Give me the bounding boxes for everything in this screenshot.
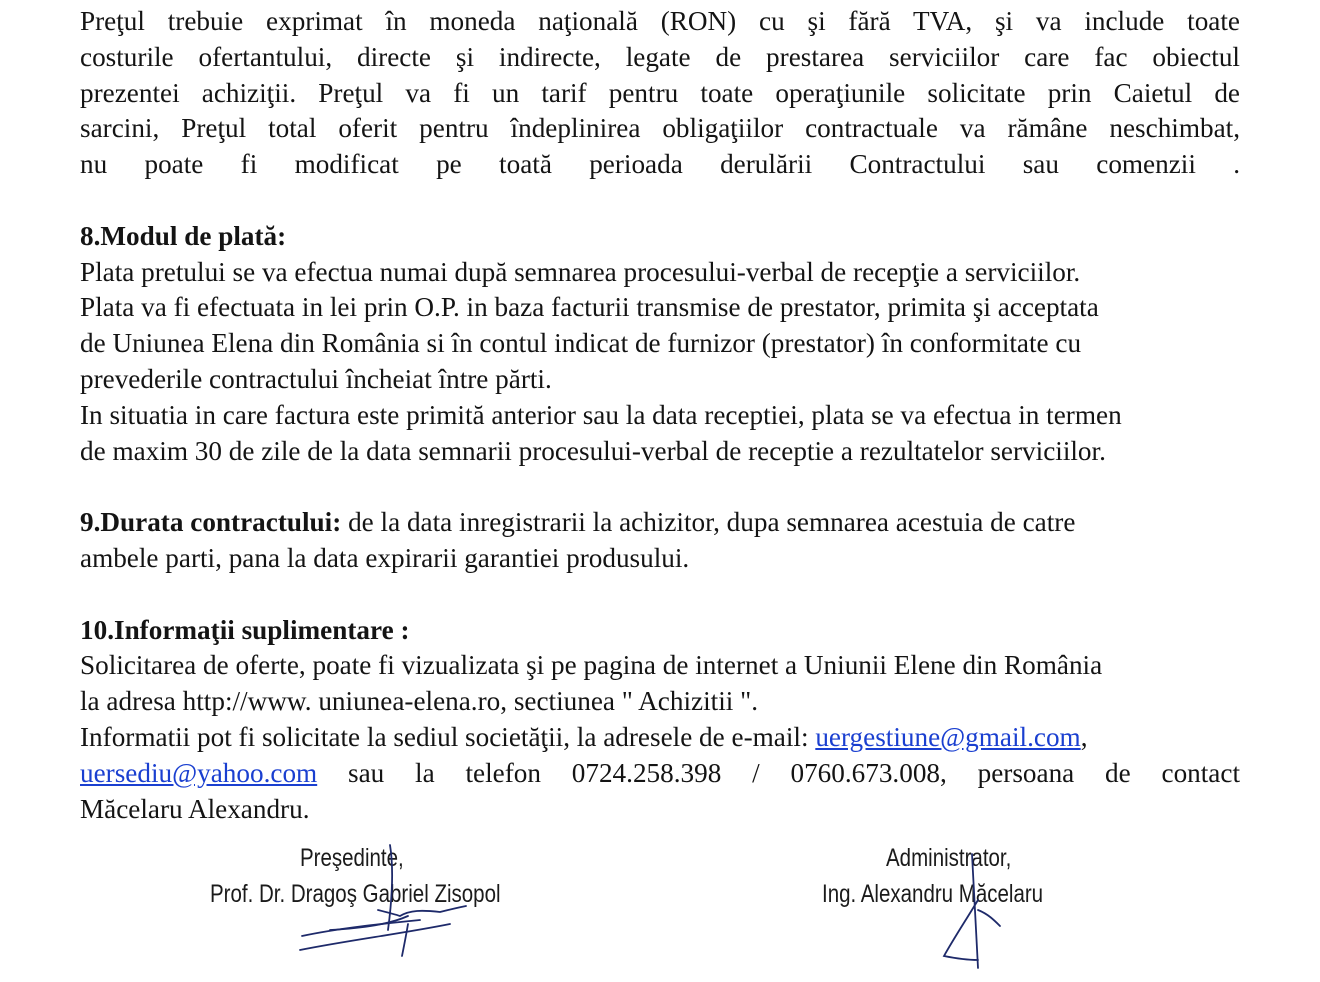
signature-stroke <box>978 910 1000 926</box>
payment-heading: 8.Modul de plată: <box>80 220 287 251</box>
info-line <box>80 756 1240 792</box>
payment-line: de maxim 30 de zile de la data semnarii procesului-verbal de receptie a rezultatelor serviciilor. <box>80 435 1106 466</box>
payment-line: Plata pretului se va efectua numai după semnarea procesului-verbal de recepţie a serviciilor. <box>80 256 1081 287</box>
payment-section <box>80 219 1240 470</box>
administrator-handwritten-signature <box>930 850 1010 975</box>
document-page <box>80 4 1240 827</box>
duration-text: de la data inregistrarii la achizitor, dupa semnarea acestuia de catre <box>341 507 1076 538</box>
payment-line: In situatia in care factura este primită anterior sau la data receptiei, plata se va efectua in termen <box>80 399 1122 430</box>
info-line-text: sau la telefon 0724.258.398 / 0760.673.008, persoana de contact <box>317 757 1240 788</box>
signature-stroke <box>972 854 978 968</box>
info-line: la adresa http://www. uniunea-elena.ro, sectiunea " Achizitii ". <box>80 686 758 717</box>
administrator-title: Administrator, <box>886 844 1012 872</box>
info-line: Măcelaru Alexandru. <box>80 793 310 824</box>
info-section <box>80 613 1240 828</box>
info-line-suffix: , <box>1080 721 1088 752</box>
price-paragraph <box>80 4 1240 183</box>
spacer <box>80 183 1240 219</box>
info-line-prefix: Informatii pot fi solicitate la sediul societăţii, la adresele de e-mail: <box>80 721 816 752</box>
info-line <box>80 720 1240 756</box>
duration-heading: 9.Durata contractului: <box>80 507 342 538</box>
duration-line <box>80 505 1240 541</box>
payment-line: prevederile contractului încheiat între părti. <box>80 363 552 394</box>
price-line: nu poate fi modificat pe toată perioada derulării Contractului sau comenzii . <box>80 149 1240 180</box>
price-line: prezentei achiziţii. Preţul va fi un tarif pentru toate operaţiunile solicitate prin Caietul de <box>80 77 1240 108</box>
signature-stroke <box>300 924 450 950</box>
price-line: Preţul trebuie exprimat în moneda naţională (RON) cu şi fără TVA, şi va include toate <box>80 6 1240 36</box>
signature-stroke <box>388 845 392 930</box>
signature-stroke <box>402 924 408 956</box>
info-heading: 10.Informaţii suplimentare : <box>80 614 410 645</box>
spacer <box>80 577 1240 613</box>
price-line: sarcini, Preţul total oferit pentru îndeplinirea obligaţiilor contractuale va rămâne neschimbat, <box>80 113 1240 144</box>
payment-line: de Uniunea Elena din România si în contul indicat de furnizor (prestator) în conformitate cu <box>80 328 1082 359</box>
price-line: costurile ofertantului, directe şi indirecte, legate de prestarea serviciilor care fac obiectul <box>80 41 1240 72</box>
signature-stroke <box>944 900 978 960</box>
duration-line: ambele parti, pana la data expirarii garantiei produsului. <box>80 542 690 573</box>
info-line: Solicitarea de oferte, poate fi vizualizata şi pe pagina de internet a Uniunii Elene din România <box>80 650 1103 681</box>
president-name: Prof. Dr. Dragoş Gabriel Zisopol <box>210 880 501 908</box>
president-title: Preşedinte, <box>300 844 404 872</box>
president-handwritten-signature <box>290 840 540 970</box>
email-link-gestiune[interactable]: uergestiune@gmail.com <box>815 721 1081 752</box>
administrator-name: Ing. Alexandru Măcelaru <box>822 880 1044 908</box>
spacer <box>80 469 1240 505</box>
email-link-sediu[interactable]: uersediu@yahoo.com <box>80 757 318 788</box>
duration-section <box>80 505 1240 577</box>
payment-line: Plata va fi efectuata in lei prin O.P. in baza facturii transmise de prestator, primita şi acceptata <box>80 292 1099 323</box>
